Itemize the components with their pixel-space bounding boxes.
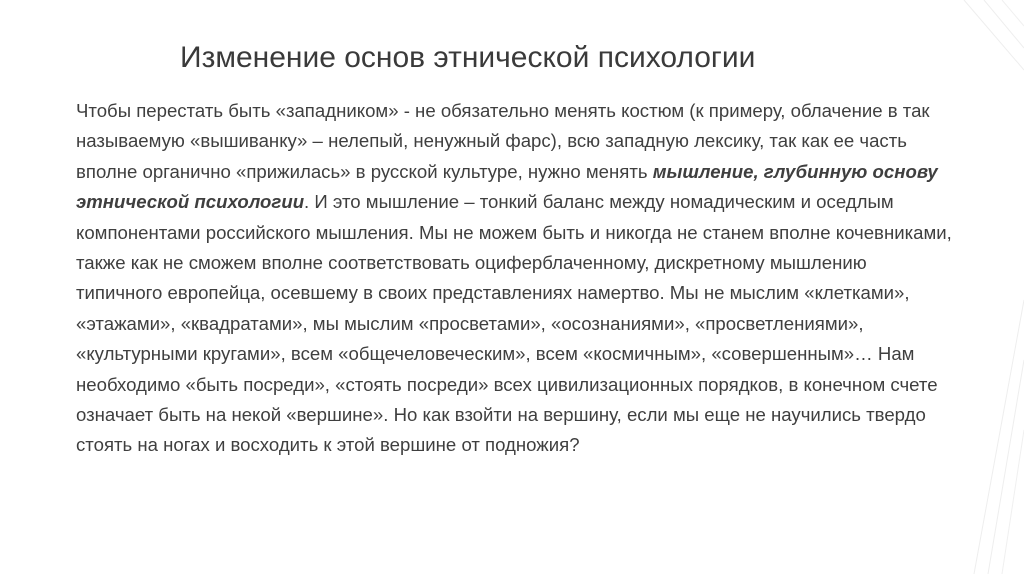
slide-body-paragraph: [76, 96, 956, 461]
paragraph-text-after-emphasis: . И это мышление – тонкий баланс между номадическим и оседлым компонентами российского мышления. Мы не можем быть и никогда не станем вполне кочевниками, также как не сможем вполне соответствовать оциферблаченному, дискретному мышлению типичного европейца, осевшему в своих представлениях намертво. Мы не мыслим «клетками», «этажами», «квадратами», мы мыслим «просветами», «осознаниями», «просветлениями», «культурными кругами», всем «общечеловеческим», всем «космичным», «совершенным»… Нам необходимо «быть посреди», «стоять посреди» всех цивилизационных порядков, в конечном счете означает быть на некой «вершине». Но как взойти на вершину, если мы еще не научились твердо стоять на ногах и восходить к этой вершине от подножия?: [76, 191, 952, 456]
diagonal-lines-decoration-icon: [954, 0, 1024, 574]
paragraph-text-before-emphasis: Чтобы перестать быть «западником» - не обязательно менять костюм (к примеру, облачение в так называемую «вышиванку» – нелепый, ненужный фарс), всю западную лексику, так как ее часть вполне органично «прижилась» в русской культуре, нужно менять: [76, 100, 930, 182]
paragraph-emphasis: мышление, глубинную основу этнической психологии: [76, 160, 938, 213]
slide-title: Изменение основ этнической психологии: [180, 41, 756, 74]
